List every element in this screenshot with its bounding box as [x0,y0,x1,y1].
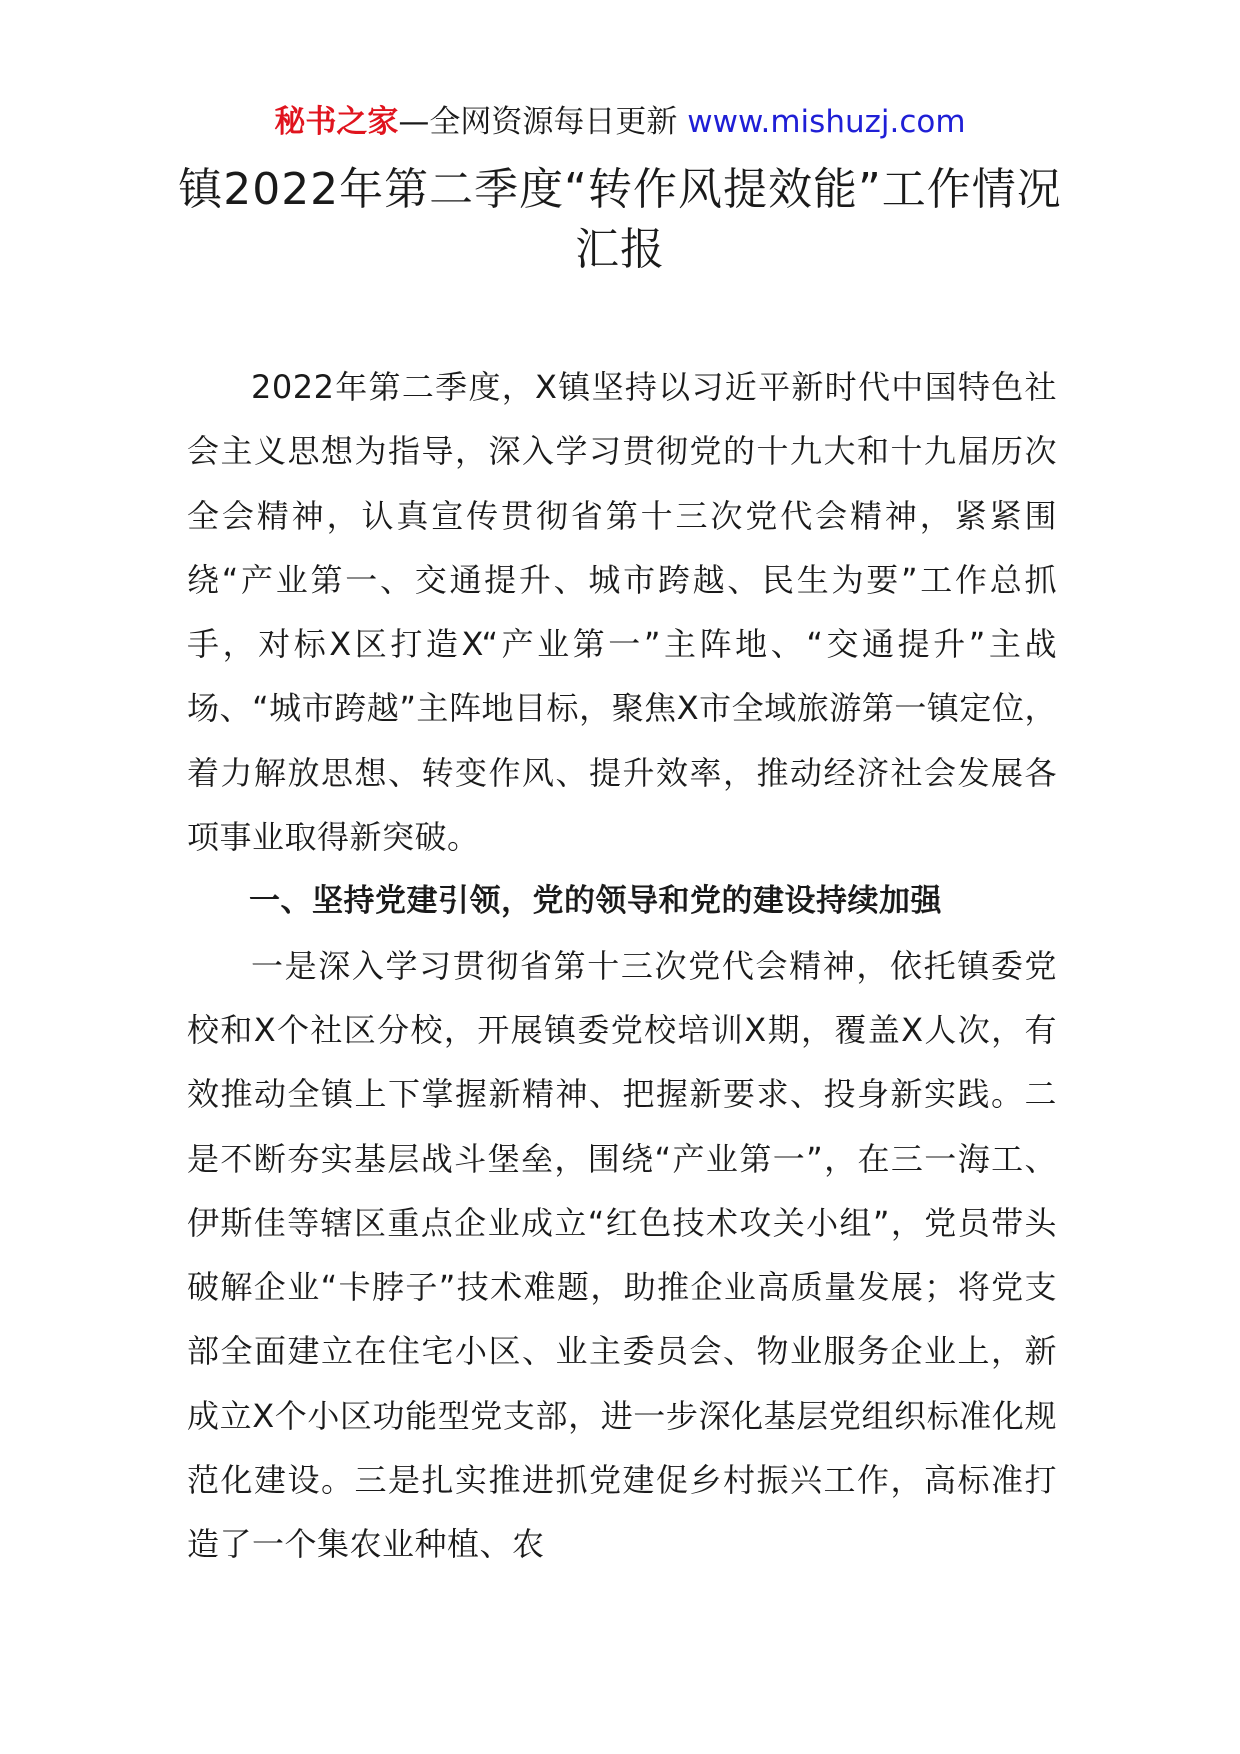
document-title: 镇2022年第二季度“转作风提效能”工作情况汇报 [178,164,1062,275]
header-tagline: —全网资源每日更新 [398,104,678,140]
intro-paragraph: 2022年第二季度，X镇坚持以习近平新时代中国特色社会主义思想为指导，深入学习贯彻党的十九大和十九届历次全会精神，认真宣传贯彻省第十三次党代会精神，紧紧围绕“产业第一、交通提升、城市跨越、民生为要”工作总抓手，对标X区打造X“产业第一”主阵地、“交通提升”主战场、“城市跨越”主阵地目标，聚焦X市全域旅游第一镇定位，着力解放思想、转变作风、提升效率，推动经济社会发展各项事业取得新突破。 [187,368,1057,857]
site-url-link[interactable]: www.mishuzj.com [687,104,966,140]
section-heading-1: 一、坚持党建引领，党的领导和党的建设持续加强 [249,883,942,920]
watermark-header [0,100,1240,144]
section-1-paragraph: 一是深入学习贯彻省第十三次党代会精神，依托镇委党校和X个社区分校，开展镇委党校培训X期，覆盖X人次，有效推动全镇上下掌握新精神、把握新要求、投身新实践。二是不断夯实基层战斗堡垒，围绕“产业第一”，在三一海工、伊斯佳等辖区重点企业成立“红色技术攻关小组”，党员带头破解企业“卡脖子”技术难题，助推企业高质量发展；将党支部全面建立在住宅小区、业主委员会、物业服务企业上，新成立X个小区功能型党支部，进一步深化基层党组织标准化规范化建设。三是扎实推进抓党建促乡村振兴工作，高标准打造了一个集农业种植、农 [187,946,1057,1564]
brand-name: 秘书之家 [274,104,399,140]
document-body [187,355,1057,1577]
